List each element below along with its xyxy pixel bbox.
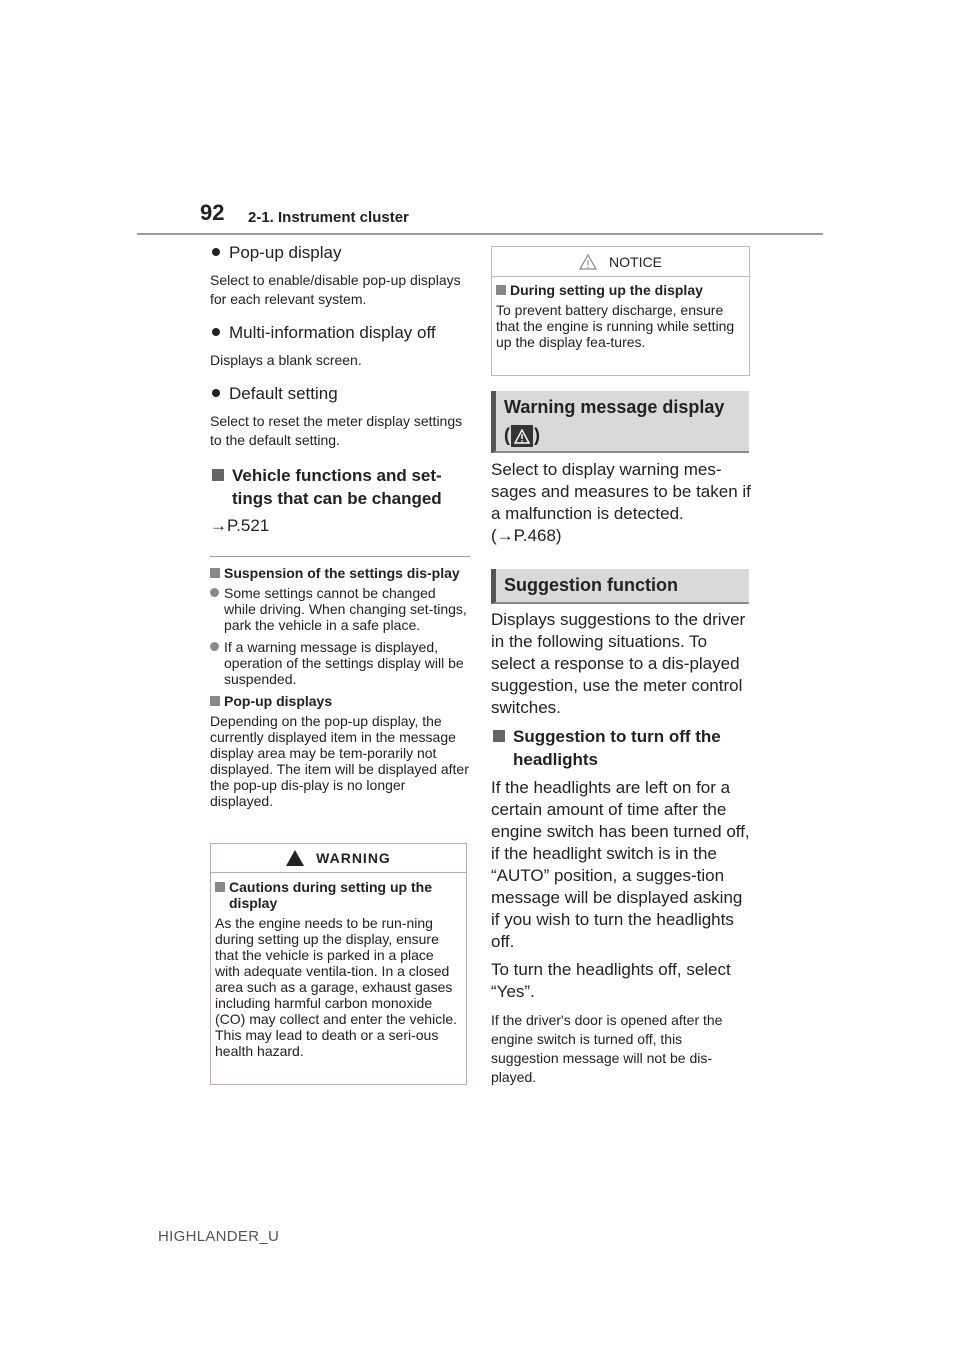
bullet-icon — [212, 328, 220, 336]
notice-triangle-icon — [579, 254, 597, 270]
default-setting-heading: Default setting — [210, 384, 470, 404]
square-bullet-icon — [210, 568, 220, 578]
suspension-item: If a warning message is displayed, operation of the settings display will be suspended. — [210, 639, 470, 687]
info-display-off-desc: Displays a blank screen. — [210, 352, 362, 368]
warning-heading: Cautions during setting up the display — [215, 879, 462, 911]
vehicle-functions-ref[interactable]: →P.521 — [210, 516, 270, 535]
popup-displays-heading: Pop-up displays — [210, 693, 470, 709]
vehicle-functions-heading: Vehicle functions and set-tings that can be changed — [210, 464, 470, 510]
notice-title-bar: NOTICE — [492, 247, 749, 277]
headlights-heading: Suggestion to turn off the headlights — [491, 725, 751, 771]
warning-message-icon — [511, 425, 533, 447]
default-setting-desc: Select to reset the meter display settings to the default setting. — [210, 413, 463, 448]
page-number: 92 — [200, 200, 225, 225]
notes-divider — [210, 556, 470, 557]
notice-box — [491, 246, 750, 376]
suspension-heading: Suspension of the settings dis-play — [210, 565, 470, 581]
suggestion-body: Displays suggestions to the driver in the following situations. To select a response to a dis-played suggestion, use the meter control switches. — [491, 610, 746, 717]
headlights-body: If the headlights are left on for a certain amount of time after the engine switch has been turned off, if the headlight switch is in the “AUTO” position, a sugges-tion message will be displayed asking if you wish to turn the headlights off. — [491, 778, 750, 951]
popup-display-heading: Pop-up display — [210, 243, 470, 263]
footer-model: HIGHLANDER_U — [158, 1228, 280, 1245]
warning-body: As the engine needs to be run-ning during setting up the display, ensure that the vehicle is parked in a place with adequate ventila-tion. In a closed area such as a garage, exhaust gases including harmful carbon monoxide (CO) may collect and enter the vehicle. This may lead to death or a seri-ous health hazard. — [215, 915, 457, 1059]
popup-displays-body: Depending on the pop-up display, the currently displayed item in the message display area may be tem-porarily not displayed. The item will be displayed after the pop-up dis-play is no longer displayed. — [210, 713, 469, 809]
bullet-icon — [212, 389, 220, 397]
warning-box — [210, 843, 467, 1085]
notice-body: To prevent battery discharge, ensure that the engine is running while setting up the display fea-tures. — [496, 302, 735, 350]
info-display-off-heading: Multi-information display off — [210, 323, 470, 343]
circle-bullet-icon — [210, 588, 219, 597]
square-bullet-icon — [210, 696, 220, 706]
turn-off-instruction: To turn the headlights off, select “Yes”. — [491, 960, 731, 1001]
door-note: If the driver's door is opened after the engine switch is turned off, this suggestion message will not be dis-played. — [491, 1012, 723, 1085]
section-title: 2-1. Instrument cluster — [248, 209, 409, 226]
notice-heading: During setting up the display — [496, 282, 745, 298]
suggestion-section — [491, 609, 751, 1087]
square-bullet-icon — [212, 469, 224, 481]
warning-triangle-icon — [286, 850, 304, 866]
warning-title-bar: WARNING — [211, 844, 466, 873]
popup-display-desc: Select to enable/disable pop-up displays for each relevant system. — [210, 272, 461, 307]
warning-message-heading: Warning message display ( ) — [491, 391, 749, 453]
square-bullet-icon — [493, 730, 505, 742]
square-bullet-icon — [496, 285, 506, 295]
circle-bullet-icon — [210, 642, 219, 651]
square-bullet-icon — [215, 882, 225, 892]
bullet-icon — [212, 248, 220, 256]
suspension-item: Some settings cannot be changed while driving. When changing set-tings, park the vehicle in a safe place. — [210, 585, 470, 633]
left-column — [210, 243, 470, 815]
warning-message-body: Select to display warning mes-sages and measures to be taken if a malfunction is detected. (→P.468) — [491, 460, 751, 545]
suggestion-heading: Suggestion function — [491, 569, 749, 604]
header-rule — [137, 233, 823, 235]
